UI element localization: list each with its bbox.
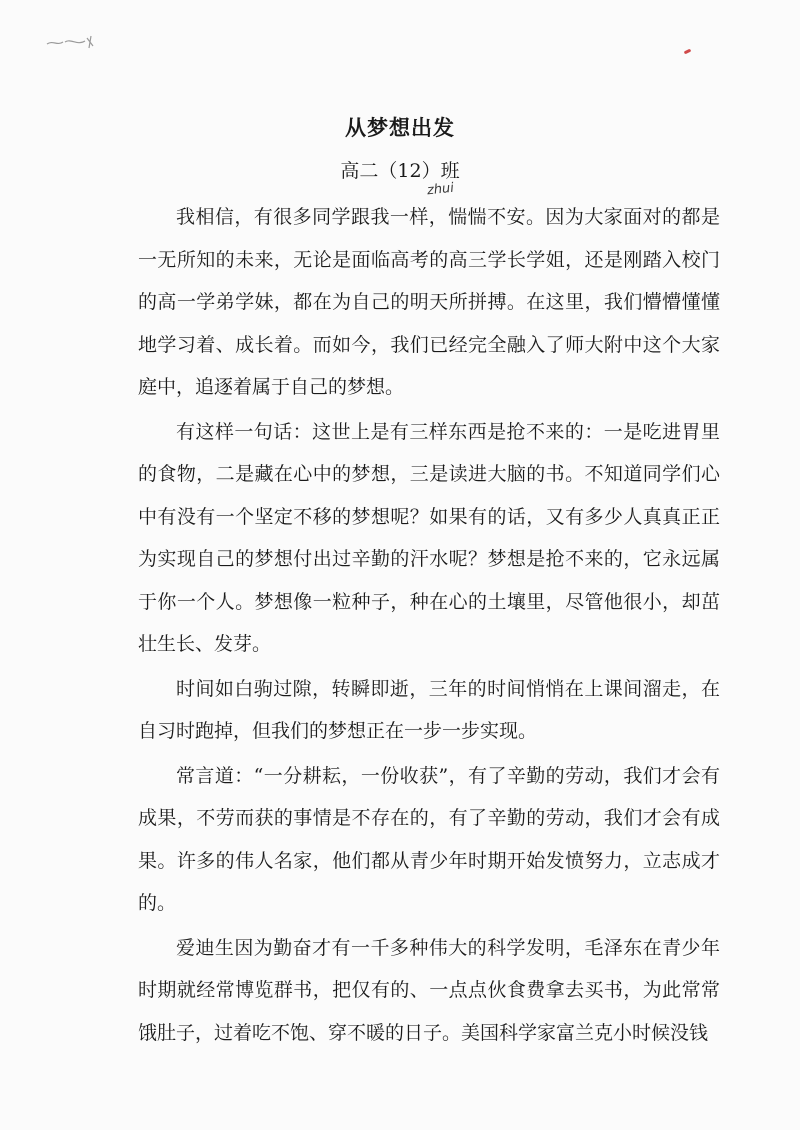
paragraph: 爱迪生因为勤奋才有一千多种伟大的科学发明，毛泽东在青少年时期就经常博览群书，把仅有的、一点点伙食费拿去买书，为此常常饿肚子，过着吃不饱、穿不暖的日子。美国科学家富兰克小时候没钱 bbox=[138, 936, 720, 1044]
paragraph: 我相信，有很多同学跟我一样，惴惴不安。因为大家面对的都是一无所知的未来，无论是面临高考的高三学长学姐，还是刚踏入校门的高一学弟学妹，都在为自己的明天所拼搏。在这里，我们懵懵懂懂地学习着、成长着。而如今，我们已经完全融入了师大附中这个大家庭中，追逐着属于自己的梦想。 bbox=[138, 206, 720, 398]
handwritten-pinyin-annotation: zhui bbox=[426, 180, 455, 199]
paragraph: 常言道：“一分耕耘，一份收获”，有了辛勤的劳动，我们才会有成果，不劳而获的事情是不存在的，有了辛勤的劳动，我们才会有成果。许多的伟人名家，他们都从青少年时期开始发愤努力，立志成才的。 bbox=[138, 764, 720, 914]
pencil-scribble-mark bbox=[45, 32, 105, 52]
document-title: 从梦想出发 bbox=[345, 116, 455, 140]
paragraph: 时间如白驹过隙，转瞬即逝，三年的时间悄悄在上课间溜走，在自习时跑掉，但我们的梦想正在一步一步实现。 bbox=[138, 677, 720, 742]
paragraph: 有这样一句话：这世上是有三样东西是抢不来的：一是吃进胃里的食物，二是藏在心中的梦想，三是读进大脑的书。不知道同学们心中有没有一个坚定不移的梦想呢？如果有的话，又有多少人真真正正为实现自己的梦想付出过辛勤的汗水呢？梦想是抢不来的，它永远属于你一个人。梦想像一粒种子，种在心的土壤里，尽管他很小，却茁壮生长、发芽。 bbox=[138, 420, 720, 655]
class-label: 高二（12）班 bbox=[340, 160, 460, 182]
document-body bbox=[138, 196, 720, 1054]
red-ink-mark bbox=[684, 49, 692, 55]
